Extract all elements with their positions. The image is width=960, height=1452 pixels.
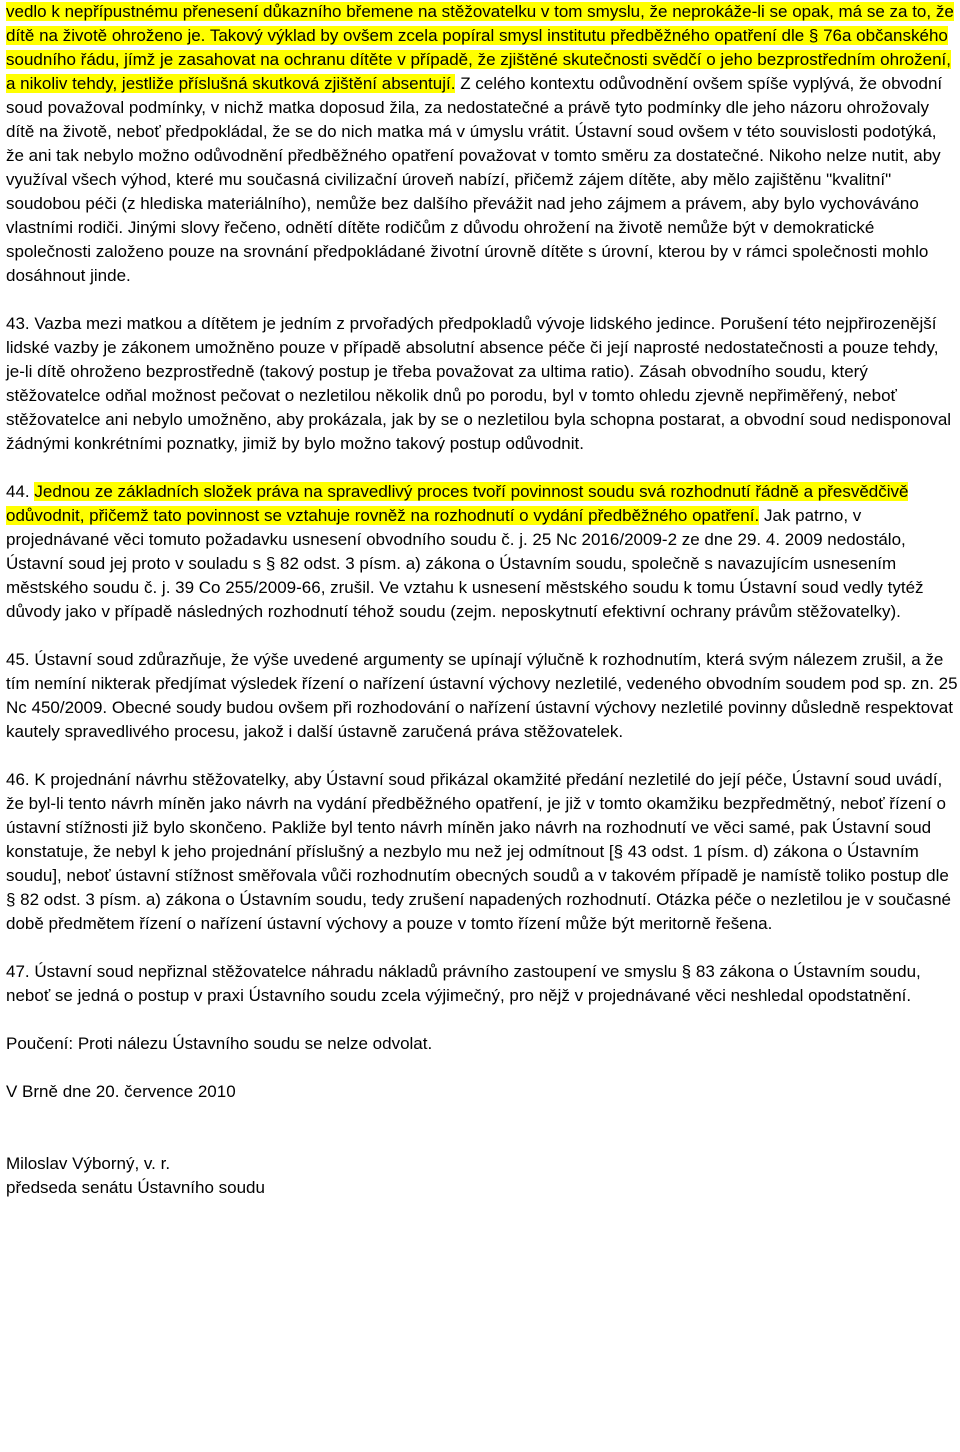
- paragraph-continued: [6, 0, 958, 288]
- paragraph-gap: [6, 1056, 958, 1080]
- paragraph-43: 43. Vazba mezi matkou a dítětem je jedním z prvořadých předpokladů vývoje lidského jedince. Porušení této nejpřirozenější lidské vazby je zákonem umožněno pouze v případě absolutní absence péče či její naprosté nedostatečnosti a pouze tehdy, je-li dítě ohroženo bezprostředně (takový postup je třeba považovat za ultima ratio). Zásah obvodního soudu, který stěžovatelce odňal možnost pečovat o nezletilou několik dnů po porodu, byl v tomto ohledu zjevně nepřiměřený, neboť stěžovatelce ani nebylo umožněno, aby prokázala, jak by se o nezletilou byla schopna postarat, a obvodní soud nedisponoval žádnými konkrétními poznatky, jimiž by bylo možno takový postup odůvodnit.: [6, 314, 952, 453]
- paragraph-47: 47. Ústavní soud nepřiznal stěžovatelce náhradu nákladů právního zastoupení ve smyslu § 83 zákona o Ústavním soudu, neboť se jedná o postup v praxi Ústavního soudu zcela výjimečný, pro nějž v projednávané věci neshledal opodstatnění.: [6, 962, 921, 1005]
- paragraph-45: 45. Ústavní soud zdůrazňuje, že výše uvedené argumenty se upínají výlučně k rozhodnutím, která svým nálezem zrušil, a že tím nemíní nikterak předjímat výsledek řízení o nařízení ústavní výchovy nezletilé, vedeného obvodním soudem pod sp. zn. 25 Nc 450/2009. Obecné soudy budou ovšem při rozhodování o nařízení ústavní výchovy nezletilé povinny důsledně respektovat kautely spravedlivého procesu, jakož i další ústavně zaručená práva stěžovatelek.: [6, 650, 958, 741]
- signature-name: Miloslav Výborný, v. r.: [6, 1154, 171, 1173]
- paragraph-46: 46. K projednání návrhu stěžovatelky, aby Ústavní soud přikázal okamžité předání nezletilé do její péče, Ústavní soud uvádí, že byl-li tento návrh míněn jako návrh na vydání předběžného opatření, je již v tomto okamžiku bezpředmětný, neboť řízení o ústavní stížnosti již bylo skončeno. Pakliže byl tento návrh míněn jako návrh na rozhodnutí ve věci samé, pak Ústavní soud konstatuje, že nebyl k jeho projednání příslušný a nezbylo mu než jej odmítnout [§ 43 odst. 1 písm. d) zákona o Ústavním soudu], neboť ústavní stížnost směřovala vůči rozhodnutím obecných soudů a v takovém případě je namístě toliko postup dle § 82 odst. 3 písm. a) zákona o Ústavním soudu, tedy zrušení napadených rozhodnutí. Otázka péče o nezletilou je v současné době předmětem řízení o nařízení ústavní výchovy a pouze v tomto řízení může být meritorně řešena.: [6, 770, 952, 933]
- paragraph-text: Jak patrno, v projednávané věci tomuto požadavku usnesení obvodního soudu č. j. 25 Nc 2016/2009-2 ze dne 29. 4. 2009 nedostálo, Ústavní soud jej proto v souladu s § 82 odst. 3 písm. a) zákona o Ústavním soudu, společně s navazujícím usnesením městského soudu č. j. 39 Co 255/2009-66, zrušil. Ve vztahu k usnesení městského soudu k tomu Ústavní soud vedly tytéž důvody jako v případě následných rozhodnutí téhož soudu (zejm. neposkytnutí efektivní ochrany právům stěžovatelky).: [6, 506, 924, 621]
- signature-role: předseda senátu Ústavního soudu: [6, 1178, 265, 1197]
- paragraph-number: 44.: [6, 482, 35, 501]
- signature-gap: [6, 1104, 958, 1152]
- document-page: [6, 0, 958, 1200]
- highlighted-text: vedlo k nepřípustnému přenesení důkazního břemene na stěžovatelku v tom smyslu, že neprokáže-li se opak, má se za to, že dítě na životě ohroženo je. Takový výklad by ovšem zcela popíral smysl institutu předběžného opatření dle § 76a občanského soudního řádu, jímž je zasahovat na ochranu dítěte v případě, že zjištěné skutečnosti svědčí o jeho bezprostředním ohrožení, a nikoliv tehdy, jestliže příslušná skutková zjištění absentují.: [6, 2, 954, 93]
- paragraph-gap: [6, 936, 958, 960]
- date-line: V Brně dne 20. července 2010: [6, 1082, 236, 1101]
- paragraph-gap: [6, 456, 958, 480]
- highlighted-text: Jednou ze základních složek práva na spravedlivý proces tvoří povinnost soudu svá rozhodnutí řádně a přesvědčivě odůvodnit, přičemž tato povinnost se vztahuje rovněž na rozhodnutí o vydání předběžného opatření.: [6, 482, 909, 525]
- paragraph-gap: [6, 1008, 958, 1032]
- appeal-notice: Poučení: Proti nálezu Ústavního soudu se nelze odvolat.: [6, 1034, 433, 1053]
- paragraph-44: [6, 480, 958, 624]
- paragraph-text: Z celého kontextu odůvodnění ovšem spíše vyplývá, že obvodní soud považoval podmínky, v nichž matka doposud žila, za nedostatečné a právě tyto podmínky dle jeho názoru ohrožovaly dítě na životě, neboť předpokládal, že se do nich matka má v úmyslu vrátit. Ústavní soud ovšem v této souvislosti podotýká, že ani tak nebylo možno odůvodnění předběžného opatření považovat v tomto směru za dostatečné. Nikoho nelze nutit, aby využíval všech výhod, které mu současná civilizační úroveň nabízí, přičemž zájem dítěte, aby mělo zajištěnu "kvalitní" soudobou péči (z hlediska materiálního), nemůže bez dalšího převážit nad jeho zájmem a právem, aby bylo vychováváno vlastními rodiči. Jinými slovy řečeno, odnětí dítěte rodičům z důvodu ohrožení na životě nemůže být v demokratické společnosti založeno pouze na srovnání předpokládané životní úrovně dítěte s úrovní, kterou by v rámci společnosti mohlo dosáhnout jinde.: [6, 74, 943, 285]
- paragraph-gap: [6, 288, 958, 312]
- paragraph-gap: [6, 744, 958, 768]
- paragraph-gap: [6, 624, 958, 648]
